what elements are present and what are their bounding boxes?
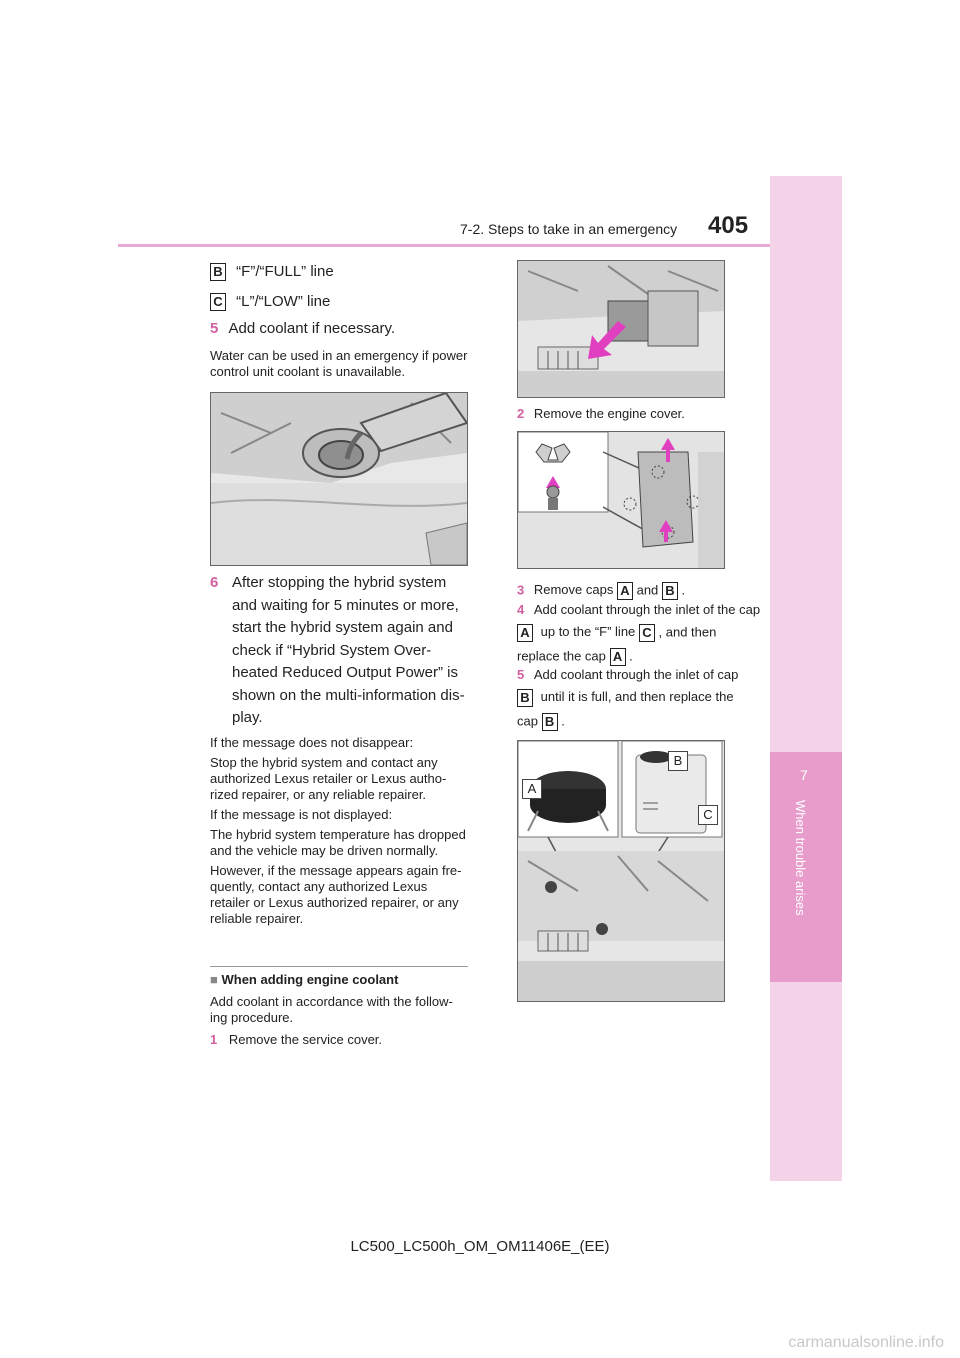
left-step-6 bbox=[210, 572, 468, 730]
right-step-2 bbox=[517, 406, 685, 422]
left-step-1 bbox=[210, 1032, 470, 1048]
marker-b: B bbox=[517, 689, 533, 707]
header-rule bbox=[118, 244, 840, 247]
coolant-caps-illustration bbox=[517, 740, 725, 1002]
step-text: After stopping the hybrid system and waiting for 5 minutes or more, start the hybrid system again and check if “Hybrid System Over-heated Reduced Output Power” is shown on the multi-information dis-play. bbox=[232, 574, 465, 726]
legend-item-c bbox=[210, 291, 330, 312]
legend-item-b bbox=[210, 261, 334, 282]
step-number: 4 bbox=[517, 602, 525, 617]
legend-item-b-text: “F”/“FULL” line bbox=[236, 263, 334, 280]
right-step-4: 4 Add coolant through the inlet of the cap A up to the “F” line C , and then replace the cap A . bbox=[517, 602, 761, 664]
right-step-3: 3 Remove caps A and B . bbox=[517, 582, 686, 598]
marker-a: A bbox=[517, 624, 533, 642]
marker-b: B bbox=[662, 582, 678, 600]
section-title: 7-2. Steps to take in an emergency bbox=[460, 221, 678, 237]
marker-c: C bbox=[639, 624, 655, 642]
step-number: 5 bbox=[517, 667, 525, 682]
step-text: Remove the engine cover. bbox=[533, 406, 685, 421]
watermark: carmanualsonline.info bbox=[788, 1334, 944, 1351]
paragraph: Stop the hybrid system and contact any authorized Lexus retailer or Lexus autho-rized repairer, or any reliable repairer. bbox=[210, 755, 447, 802]
note-water: Water can be used in an emergency if power control unit coolant is unavailable. bbox=[210, 348, 468, 379]
page-number: 405 bbox=[708, 212, 749, 239]
service-cover-illustration bbox=[517, 260, 725, 398]
engine-cover-illustration bbox=[517, 431, 725, 569]
marker-c: C bbox=[210, 293, 226, 311]
section-divider bbox=[210, 966, 468, 967]
subheading: ■ When adding engine coolant bbox=[210, 972, 399, 987]
step-number: 3 bbox=[517, 582, 525, 598]
figure-label-a: A bbox=[522, 779, 542, 799]
marker-a: A bbox=[610, 648, 626, 666]
step-number: 6 bbox=[210, 574, 219, 591]
left-paragraphs bbox=[210, 735, 468, 927]
paragraph: Add coolant in accordance with the follow-ing procedure. bbox=[210, 994, 453, 1025]
left-step-5 bbox=[210, 318, 470, 339]
paragraph: If the message does not disappear: bbox=[210, 735, 414, 750]
square-bullet-icon: ■ bbox=[210, 972, 218, 987]
marker-b: B bbox=[542, 713, 558, 731]
figure-label-c: C bbox=[698, 805, 718, 825]
step-number: 1 bbox=[210, 1032, 218, 1047]
coolant-caps-drawing bbox=[518, 741, 724, 1001]
chapter-side-tab bbox=[770, 176, 842, 1181]
paragraph: If the message is not displayed: bbox=[210, 807, 393, 822]
step-text: Remove the service cover. bbox=[228, 1032, 383, 1047]
service-cover-drawing bbox=[518, 261, 724, 397]
figure-label-b: B bbox=[668, 751, 688, 771]
footer-document-code: LC500_LC500h_OM_OM11406E_(EE) bbox=[350, 1238, 610, 1255]
paragraph: However, if the message appears again fre-quently, contact any authorized Lexus retailer or Lexus authorized repairer, or any reliable repairer. bbox=[210, 863, 462, 926]
legend-item-c-text: “L”/“LOW” line bbox=[236, 293, 331, 310]
marker-a: A bbox=[617, 582, 633, 600]
step-text: Add coolant if necessary. bbox=[228, 320, 395, 337]
chapter-number: 7 bbox=[800, 767, 808, 783]
engine-cover-drawing bbox=[518, 432, 724, 568]
step-number: 2 bbox=[517, 406, 525, 421]
coolant-pour-illustration bbox=[210, 392, 468, 566]
marker-b: B bbox=[210, 263, 226, 281]
right-step-5: 5 Add coolant through the inlet of cap B until it is full, and then replace the cap B . bbox=[517, 667, 739, 729]
chapter-title: When trouble arises bbox=[793, 800, 808, 916]
step-number: 5 bbox=[210, 320, 219, 337]
coolant-pour-drawing bbox=[211, 393, 467, 565]
paragraph: The hybrid system temperature has dropped and the vehicle may be driven normally. bbox=[210, 827, 466, 858]
